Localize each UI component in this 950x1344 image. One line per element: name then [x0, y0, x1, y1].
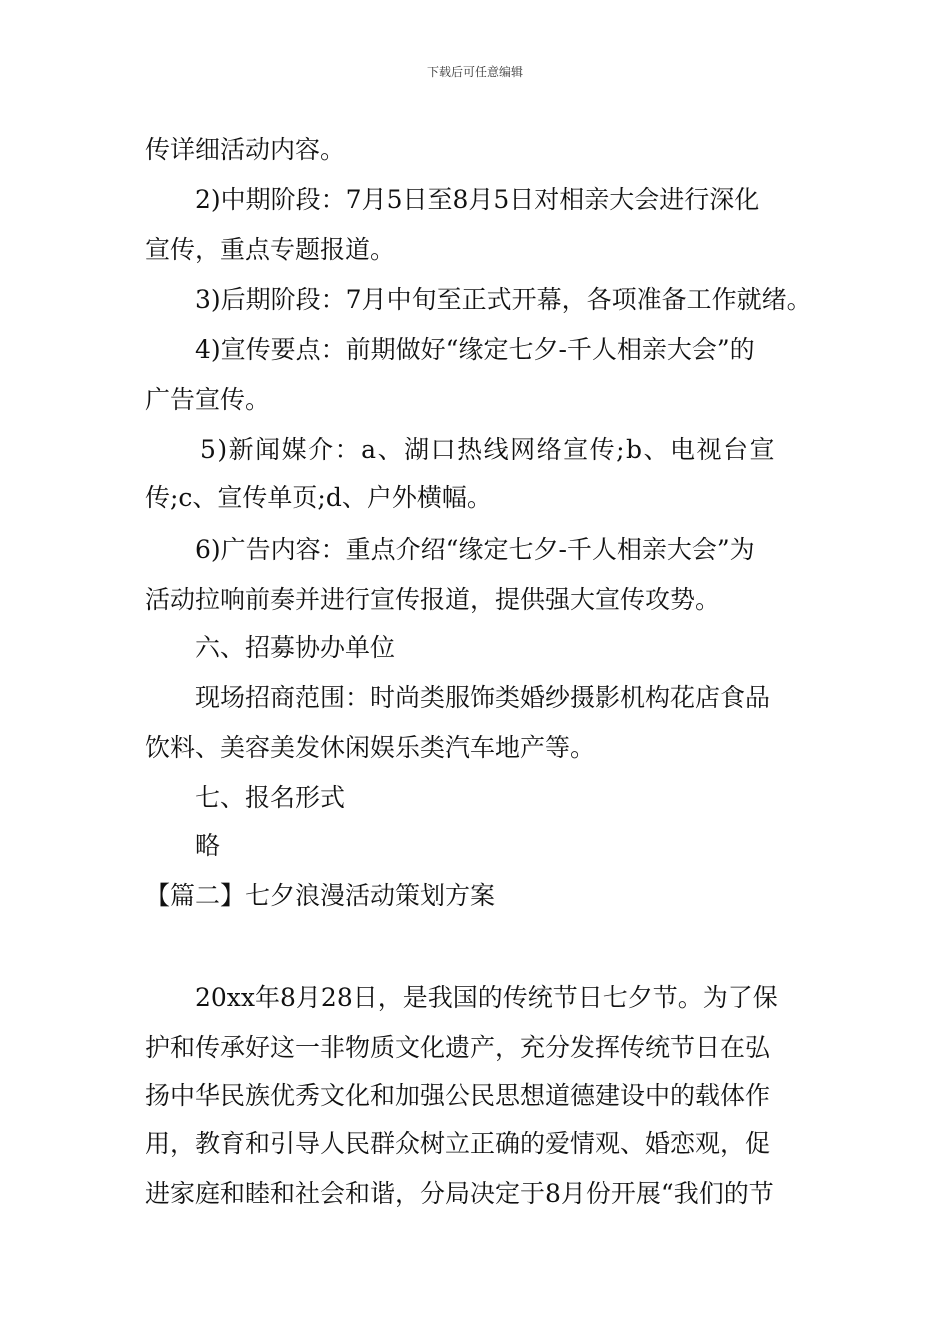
text-line: 扬中华民族优秀文化和加强公民思想道德建设中的载体作: [145, 1081, 771, 1110]
text-line: 现场招商范围：时尚类服饰类婚纱摄影机构花店食品: [195, 683, 771, 712]
text-line: 6)广告内容：重点介绍“缘定七夕-千人相亲大会”为: [195, 535, 755, 564]
text-line: 用，教育和引导人民群众树立正确的爱情观、婚恋观，促: [145, 1129, 771, 1158]
text-line: 广告宣传。: [145, 385, 271, 414]
text-line: 20xx年8月28日，是我国的传统节日七夕节。为了保: [195, 983, 778, 1012]
text-line: 进家庭和睦和社会和谐，分局决定于8月份开展“我们的节: [145, 1179, 774, 1208]
text-line: 4)宣传要点：前期做好“缘定七夕-千人相亲大会”的: [195, 335, 755, 364]
text-line: 饮料、美容美发休闲娱乐类汽车地产等。: [145, 733, 596, 762]
text-line: 3)后期阶段：7月中旬至正式开幕，各项准备工作就绪。: [195, 285, 812, 314]
section-heading: 六、招募协办单位: [195, 633, 396, 662]
text-line: 2)中期阶段：7月5日至8月5日对相亲大会进行深化: [195, 185, 760, 214]
text-line: 5)新闻媒介：a、湖口热线网络宣传;b、电视台宣: [200, 435, 776, 464]
text-line: 活动拉响前奏并进行宣传报道，提供强大宣传攻势。: [145, 585, 721, 614]
text-line: 护和传承好这一非物质文化遗产，充分发挥传统节日在弘: [145, 1033, 771, 1062]
section-heading: 七、报名形式: [195, 783, 346, 812]
text-line: 宣传，重点专题报道。: [145, 235, 396, 264]
text-line: 传详细活动内容。: [145, 135, 346, 164]
text-line: 传;c、宣传单页;d、户外横幅。: [145, 483, 492, 512]
article-title: 【篇二】七夕浪漫活动策划方案: [145, 881, 496, 910]
page-header: 下载后可任意编辑: [426, 65, 523, 79]
text-line: 略: [195, 831, 221, 860]
